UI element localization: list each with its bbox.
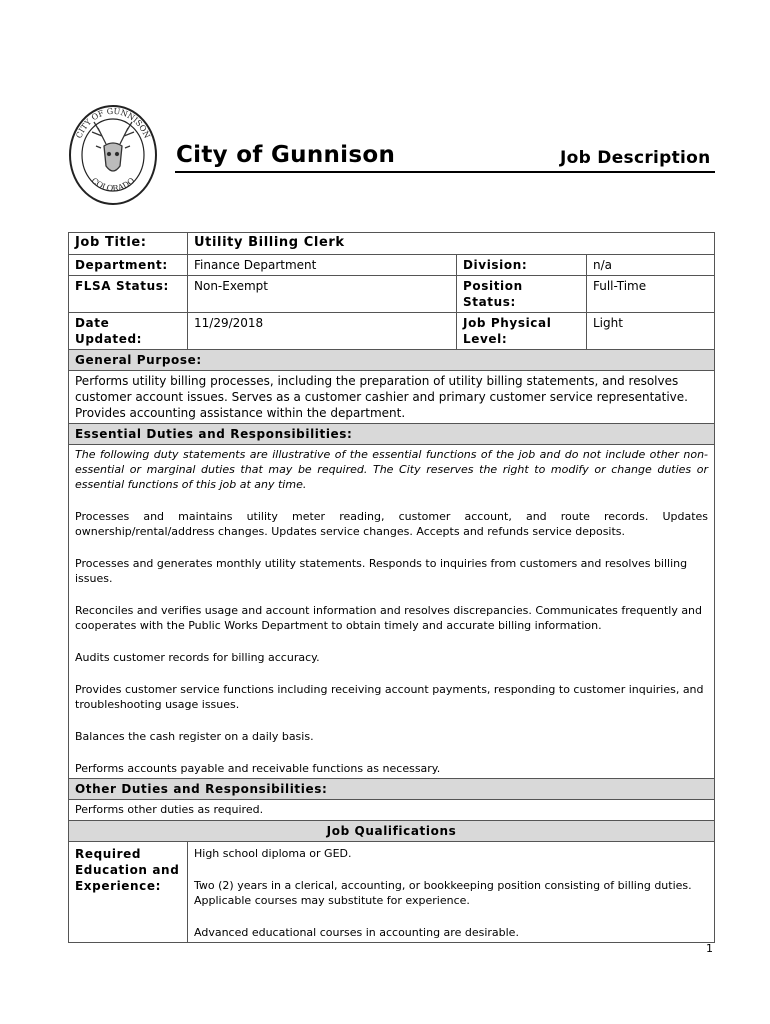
department-value: Finance Department: [188, 255, 457, 276]
other-duties-text: Performs other duties as required.: [69, 800, 715, 821]
physical-level-value: Light: [587, 313, 715, 350]
essential-duties-heading: Essential Duties and Responsibilities:: [69, 424, 715, 445]
general-purpose-heading: General Purpose:: [69, 350, 715, 371]
required-education-label: Required Education and Experience:: [69, 842, 188, 943]
division-value: n/a: [587, 255, 715, 276]
qualifications-body: [188, 842, 715, 943]
qualification-item: Advanced educational courses in accounting are desirable.: [194, 926, 519, 939]
svg-text:COLORADO: [90, 176, 137, 193]
date-updated-value: 11/29/2018: [188, 313, 457, 350]
physical-level-label: Job Physical Level:: [457, 313, 587, 350]
document-type: Job Description: [560, 148, 711, 168]
duty-item: Balances the cash register on a daily basis.: [75, 730, 314, 743]
page-number: 1: [706, 942, 713, 955]
city-seal-logo: [68, 104, 158, 206]
elk-icon: [92, 122, 134, 171]
qualifications-heading: Job Qualifications: [69, 821, 715, 842]
job-description-table: [68, 232, 715, 943]
flsa-value: Non-Exempt: [188, 276, 457, 313]
page-title: City of Gunnison: [176, 142, 396, 168]
duty-item: Provides customer service functions including receiving account payments, responding to customer inquiries, and troubleshooting usage issues.: [75, 683, 704, 711]
qualification-item: High school diploma or GED.: [194, 847, 352, 860]
duty-item: Performs accounts payable and receivable functions as necessary.: [75, 762, 441, 775]
qualification-item: Two (2) years in a clerical, accounting, or bookkeeping position consisting of billing duties. Applicable courses may substitute for experience.: [194, 879, 692, 907]
date-updated-label: Date Updated:: [69, 313, 188, 350]
general-purpose-text: Performs utility billing processes, including the preparation of utility billing statements, and resolves customer account issues. Serves as a customer cashier and primary customer service representative. Provides accounting assistance within the department.: [69, 371, 715, 424]
division-label: Division:: [457, 255, 587, 276]
header-rule: [175, 171, 715, 173]
position-status-label: Position Status:: [457, 276, 587, 313]
job-title-value: Utility Billing Clerk: [188, 233, 715, 255]
other-duties-heading: Other Duties and Responsibilities:: [69, 779, 715, 800]
svg-text:CITY OF GUNNISON: [74, 107, 151, 140]
duties-intro: The following duty statements are illustrative of the essential functions of the job and do not include other non-essential or marginal duties that may be required. The City reserves the right to modify or change duties or essential functions of this job at any time.: [75, 448, 709, 491]
essential-duties-body: [69, 445, 715, 779]
duty-item: Processes and maintains utility meter reading, customer account, and route records. Updates ownership/rental/address changes. Updates service changes. Accepts and refunds service deposits.: [75, 510, 709, 538]
duty-item: Processes and generates monthly utility statements. Responds to inquiries from customers and resolves billing issues.: [75, 557, 688, 585]
flsa-label: FLSA Status:: [69, 276, 188, 313]
duty-item: Reconciles and verifies usage and account information and resolves discrepancies. Communicates frequently and cooperates with the Public Works Department to obtain timely and accurate billing information.: [75, 604, 703, 632]
seal-top-text: CITY OF GUNNISON: [74, 106, 152, 140]
duty-item: Audits customer records for billing accuracy.: [75, 651, 320, 664]
department-label: Department:: [69, 255, 188, 276]
position-status-value: Full-Time: [587, 276, 715, 313]
seal-bottom-text: COLORADO: [89, 176, 137, 194]
job-title-label: Job Title:: [69, 233, 188, 255]
